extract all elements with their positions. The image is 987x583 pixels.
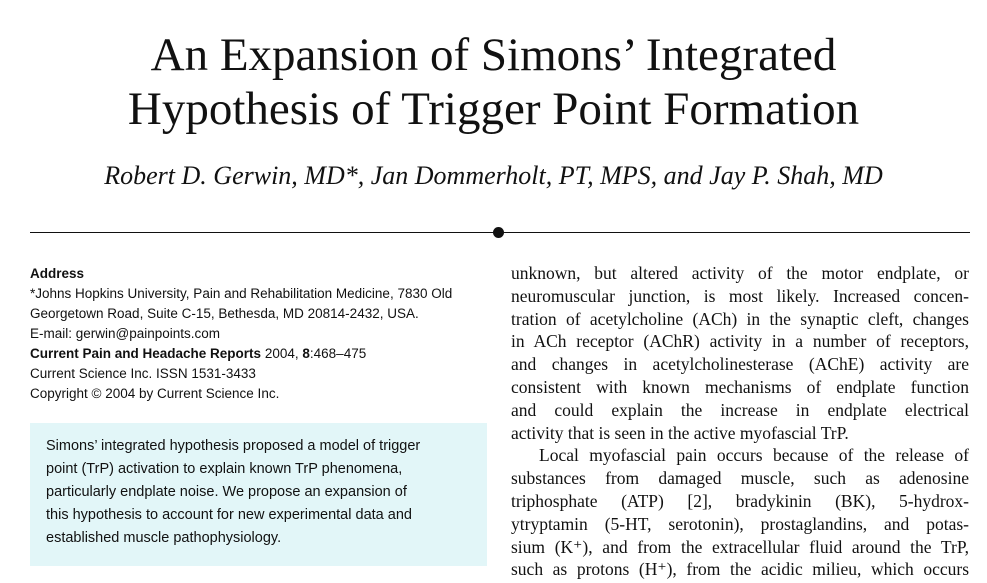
body-line: and changes in acetylcholinesterase (AChE) activity are: [511, 354, 969, 375]
body-line: consistent with known mechanisms of endplate function: [511, 376, 969, 397]
body-line: neuromuscular junction, is most likely. Increased concen-: [511, 285, 969, 306]
email-line: E-mail: gerwin@painpoints.com: [30, 326, 221, 341]
body-line: sium (K⁺), and from the extracellular fluid around the TrP,: [511, 536, 969, 557]
publisher-line: Current Science Inc. ISSN 1531-3433: [30, 366, 256, 381]
article-title: [0, 28, 987, 136]
abstract-line: this hypothesis to account for new experimental data and: [46, 507, 412, 523]
citation-volume: 8: [302, 346, 310, 361]
body-line: unknown, but altered activity of the motor endplate, or: [511, 263, 969, 283]
body-line: tration of acetylcholine (ACh) in the synaptic cleft, changes: [511, 308, 969, 329]
address-line-2: Georgetown Road, Suite C-15, Bethesda, MD 20814-2432, USA.: [30, 306, 419, 321]
body-line: in ACh receptor (AChR) activity in a number of receptors,: [511, 331, 969, 352]
citation-pages: :468–475: [309, 346, 367, 361]
divider-dot: [493, 227, 504, 238]
address-line-1: *Johns Hopkins University, Pain and Rehabilitation Medicine, 7830 Old: [30, 286, 453, 301]
body-line: ytryptamin (5-HT, serotonin), prostaglandins, and potas-: [511, 513, 969, 534]
body-text: [511, 262, 969, 581]
abstract-box: [30, 423, 487, 566]
body-line: triphosphate (ATP) [2], bradykinin (BK), 5-hydrox-: [511, 490, 969, 511]
body-line: activity that is seen in the active myofascial TrP.: [511, 422, 849, 443]
citation-year: 2004,: [264, 346, 299, 361]
abstract-line: point (TrP) activation to explain known TrP phenomena,: [46, 461, 403, 477]
body-line: substances from damaged muscle, such as adenosine: [511, 468, 969, 489]
title-line-2: Hypothesis of Trigger Point Formation: [127, 83, 860, 135]
journal-name: Current Pain and Headache Reports: [30, 346, 262, 361]
copyright-line: Copyright © 2004 by Current Science Inc.: [30, 386, 280, 401]
abstract-line: Simons’ integrated hypothesis proposed a model of trigger: [46, 438, 421, 454]
title-line-1: An Expansion of Simons’ Integrated: [150, 29, 837, 81]
body-line: Local myofascial pain occurs because of the release of: [539, 445, 969, 466]
author-list: Robert D. Gerwin, MD*, Jan Dommerholt, PT, MPS, and Jay P. Shah, MD: [104, 161, 883, 190]
citation-line: [30, 344, 490, 364]
body-line: such as protons (H⁺), from the acidic milieu, which occurs: [511, 559, 969, 580]
address-heading: Address: [30, 266, 85, 281]
abstract-line: particularly endplate noise. We propose an expansion of: [46, 484, 407, 500]
article-info: [30, 264, 490, 404]
abstract-line: established muscle pathophysiology.: [46, 530, 282, 546]
body-line: and could explain the increase in endplate electrical: [511, 399, 969, 420]
